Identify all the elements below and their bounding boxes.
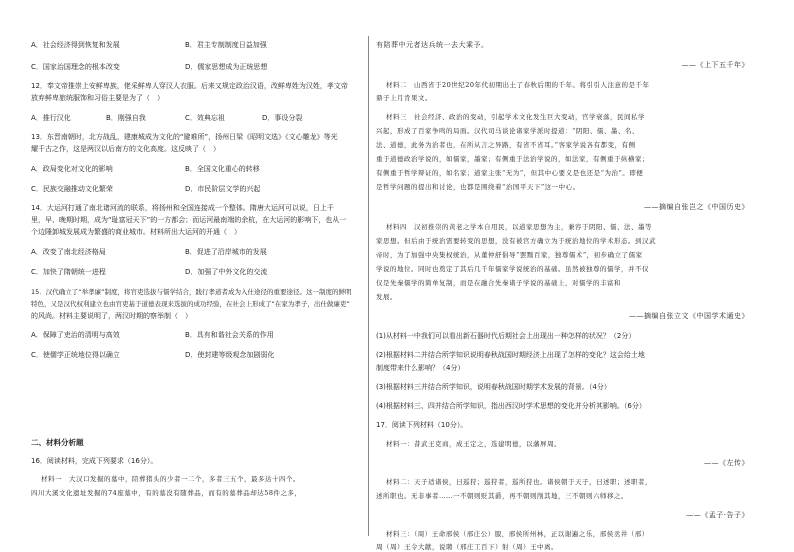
q16-question1: (1)从材料一中我们可以看出新石器时代后期社会上出现出一种怎样的状况？（2分） [376, 332, 636, 340]
q17-source2: ——《孟子·告子》 [686, 511, 749, 519]
q15-option-b: B．具有和谐社会关系的作用 [185, 331, 274, 339]
q13-option-c: C．民族交融推动文化繁荣 [31, 185, 113, 193]
q15-stem-line3: 的风尚。材料主要说明了，两汉时期的察举制（ ） [31, 312, 192, 320]
q11-option-c: C．国家治国理念的根本改变 [31, 63, 120, 71]
q15-stem-line1: 15．汉代确立了“举孝廉”制度，将官吏选拔与儒学结合，践行孝道者成为入仕途径的重要途径。这一制度的鲜明 [31, 288, 352, 296]
q13-option-d: D．市民阶层文学的兴起 [185, 185, 261, 193]
q13-option-b: B．全国文化重心的转移 [185, 165, 260, 173]
q14-option-b: B．促进了沿岸城市的发展 [185, 248, 267, 256]
material4-line4: 学说的地位。同时也奠定了其后几千年儒家学说统治的基础。虽然被独尊的儒学，并不仅 [376, 265, 649, 273]
q13-stem-line1: 13．东晋南朝时，北方战乱，建康城成为文化的“避难所”，扬州日梁《昭明文选》《文心雕龙》等光 [31, 133, 338, 141]
q16-question2-line1: (2)根据材料二并结合所学知识说明春秋战国时期经济上出现了怎样的变化？这会给土地 [376, 351, 645, 359]
section-title-material-analysis: 二、材料分析题 [31, 438, 84, 447]
q14-option-c: C．加快了隋朝统一进程 [31, 268, 106, 276]
column-divider [368, 36, 369, 536]
material4-source: ——摘编自张立文《中国学术通史》 [629, 312, 749, 320]
q13-option-a: A．政局变化对文化的影响 [31, 165, 113, 173]
q16-material1-line2: 四川大溪文化遗址发掘的74座墓中，有的墓没有随葬品，而有的墓葬品却达58件之多， [31, 489, 302, 497]
q17-stem: 17．阅读下列材料（10分）。 [376, 421, 468, 429]
material3-line1: 材料三 社会经济、政治的变动，引起学术文化发生巨大变动，官学衰落，民间私学 [386, 113, 645, 121]
material3-line3: 法、道德，此务为治者也，在所从言之异路，有省不省耳。”客家学说各有都变，有侧 [376, 141, 636, 149]
material4-line6: 发展。 [376, 293, 397, 301]
q16-question2-line2: 制度带来什么影响？（4分） [376, 364, 465, 372]
q17-source1: ——《左传》 [704, 459, 749, 467]
q14-stem-line3: 个边陲卸城发展成为繁盛的商业城市。材料所出大运河的开通（ ） [31, 228, 241, 236]
material1-continuation: 有陪葬中元者达兵统一去大乘予。 [376, 41, 489, 49]
q17-material3-line1: 材料三：（周）王命邢侯（邢庄公）服，邢侯所州林，正以谢遍之乐，邢侯丞井（邢） [386, 530, 649, 538]
q15-option-a: A．保障了吏治的清明与高效 [31, 331, 120, 339]
material1-source: ——《上下五千年》 [681, 61, 749, 69]
q16-question3: (3)根据材料三并结合所学知识，说明春秋战国时期学术发展的背景。（4分） [376, 383, 611, 391]
q12-option-c: C．效典忘祖 [185, 114, 225, 122]
q15-option-c: C．使儒学正统地位得以确立 [31, 351, 120, 359]
q12-option-b: B．刚强自我 [106, 114, 146, 122]
material4-line3: 帝时，为了加强中央集权统治，从董仲舒倡导“罢黜百家，独尊儒术”，初步确立了儒家 [376, 251, 643, 259]
q17-material2-line1: 材料二：天子适诸侯，曰巡狩；巡狩者，巡所狩也。诸侯朝于天子，曰述职；述职者， [386, 478, 652, 486]
material3-source: ——摘编自张岂之《中国历史》 [644, 203, 749, 211]
q15-option-d: D．使封建等级观念加剧弱化 [185, 351, 275, 359]
q12-stem-line2: 放弃鲜卑旅统服饰和习俗主要是为了（ ） [31, 94, 164, 102]
material3-line5: 有侧重于哲学辩证的，如名家；道家主张“无为”，但其中心要义是也还是“为治”。即便 [376, 169, 644, 177]
material3-line6: 是哲学问题的提出和讨论，也都是围绕着“治国平天下”这一中心。 [376, 183, 580, 191]
q15-stem-line2: 特色，又是汉代权利建立也由官吏基于道德表现来选拔的成功经验，在社会上形成了“在家为孝子，出仕做廉吏” [31, 300, 350, 308]
q13-stem-line2: 耀千古之作，这是两汉以后南方的文化高度。这反映了（ ） [31, 145, 220, 153]
q16-stem: 16．阅读材料，完成下列要求（16分）。 [31, 457, 158, 465]
q14-stem-line1: 14．大运河打通了南北诸河流的联系，将扬州和全国连接成一个整体。隋唐大运河可以说，日上千 [31, 204, 334, 212]
q14-stem-line2: 里，早、晚期时期，成为“耻富冠天下”的一方都会；而运河最南端的余杭，在大运河的影响下，也从一 [31, 216, 347, 224]
q11-option-b: B．君主专制制度日益加强 [185, 41, 267, 49]
material3-line2: 兴起，形成了百家争鸣的局面。汉代司马谈论诸家学派时提道：“阴阳、儒、墨、名、 [376, 127, 639, 135]
q11-option-a: A．社会经济得到恢复和发展 [31, 41, 120, 49]
q11-option-d: D．儒家思想成为正统思想 [185, 63, 268, 71]
material2-line1: 材料二 山西省于20世纪20年代初期出土了春秋后期的千年。将引引人注意的是千年 [386, 81, 650, 89]
q17-material2-line2: 述所职也。无非事者……一不朝则贬其爵，再不朝则削其地，三不朝则六师移之。 [376, 492, 628, 500]
q14-option-d: D．加强了中外文化的交流 [185, 268, 268, 276]
q17-material3-line2: 周（周）王令大献，说聘（邢庄工百下）射（周）王中离。 [376, 543, 558, 551]
material2-line2: 鼎子上月肯果文。 [376, 94, 432, 102]
q16-material1-line1: 材料一 大汉口发掘的墓中，陪葬猪头的少者一二个，多者三五个，最多达十四个。 [41, 475, 300, 483]
q16-question4: (4)根据材料三、四并结合所学知识，指出西汉时学术思想的变化并分析其影响。（6分） [376, 402, 646, 410]
material4-line2: 家思想。但后由于统治需要转变的思想，没有被官方确立为于统治地位的学术形态。到汉武 [376, 237, 656, 245]
q14-option-a: A．改变了南北经济格局 [31, 248, 106, 256]
q12-stem-line1: 12．奉文帝推崇上安鲜卑族，佬采鲜卑人穿汉人衣服。后来又规定政治汉语，改鲜卑姓为汉姓，孝文帝 [31, 82, 348, 90]
q12-option-d: D．事设分裂 [262, 114, 303, 122]
q17-material1: 材料一：昔武王克商，成王定之，选建明德，以藩屏周。 [386, 440, 561, 448]
material4-line1: 材料四 汉初推崇的黄老之学本自用民，以道家思想为主，兼容于阴阳、儒、法、墨等 [386, 223, 652, 231]
q12-option-a: A．推行汉化 [31, 114, 71, 122]
material3-line4: 重于道德政治学说的，如儒家，墨家；有侧重于法治学说的，如法家，有侧重于纵横家； [376, 155, 649, 163]
material4-line5: 仅是先秦儒学的简单复制，而是在融合先秦诸子学说的基础上，对儒学的丰富和 [376, 279, 621, 287]
